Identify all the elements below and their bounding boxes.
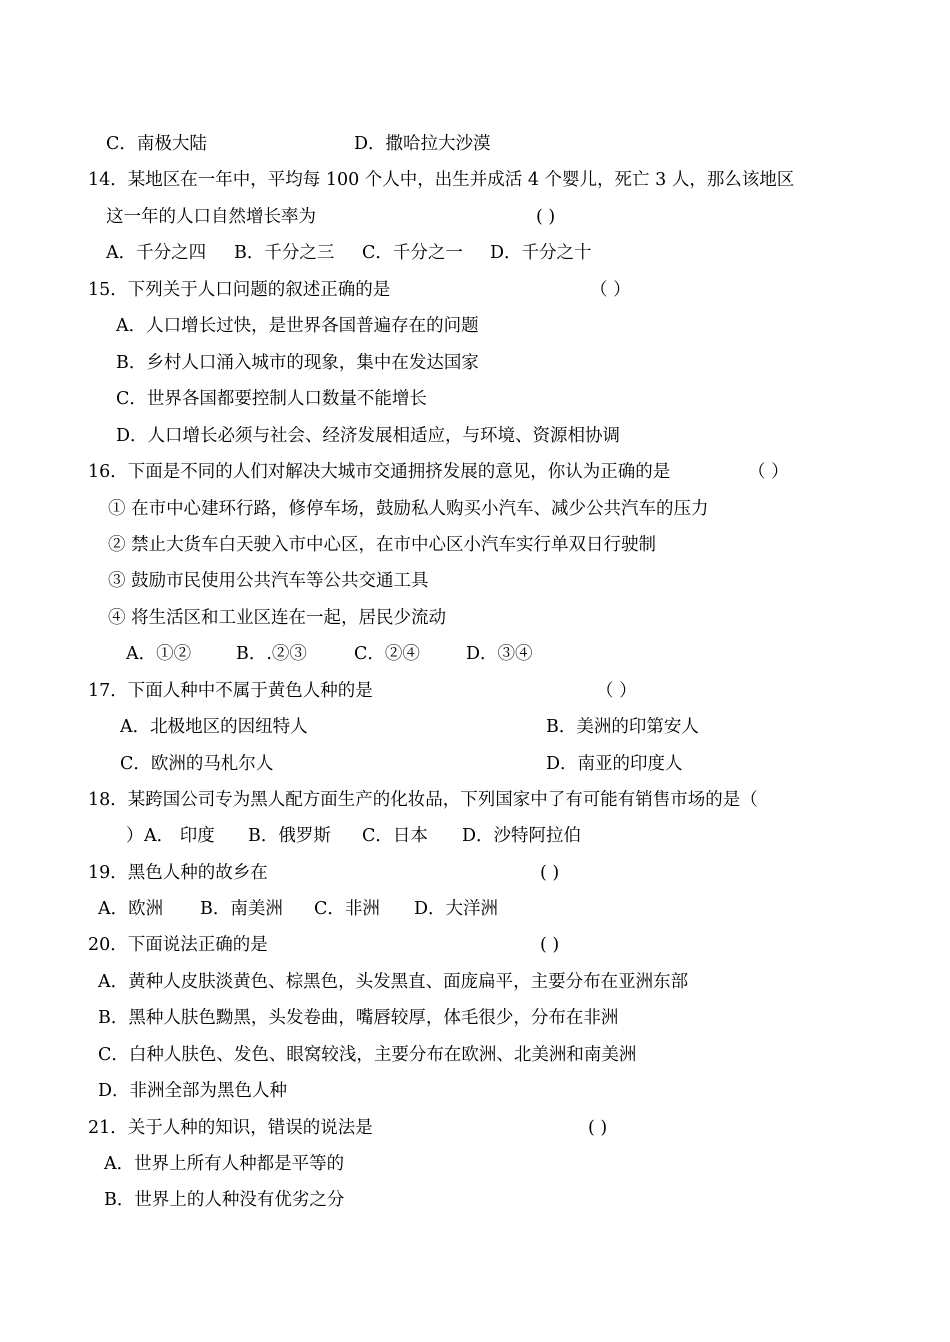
q16-option-a: A．①② [126, 644, 192, 664]
q14-option-a: A．千分之四 [106, 243, 207, 263]
q15-option-a: A．人口增长过快，是世界各国普遍存在的问题 [116, 316, 479, 336]
q14-option-c: C．千分之一 [362, 243, 463, 263]
q19-option-c: C．非洲 [314, 899, 380, 919]
q18-option-d: D．沙特阿拉伯 [462, 826, 582, 846]
q16-item-2: ② 禁止大货车白天驶入市中心区，在市中心区小汽车实行单双日行驶制 [108, 535, 657, 555]
q21-option-a: A．世界上所有人种都是平等的 [104, 1154, 345, 1174]
q16-option-b: B．.②③ [236, 644, 307, 664]
q16-stem: 16．下面是不同的人们对解决大城市交通拥挤发展的意见，你认为正确的是 [88, 462, 671, 482]
q15-answer-paren: （ ） [590, 280, 631, 300]
q15-option-c: C．世界各国都要控制人口数量不能增长 [116, 389, 427, 409]
q19-option-d: D．大洋洲 [414, 899, 499, 919]
q17-option-b: B．美洲的印第安人 [546, 717, 699, 737]
q15-stem: 15．下列关于人口问题的叙述正确的是 [88, 280, 391, 300]
q17-option-c: C．欧洲的马札尔人 [120, 754, 274, 774]
q20-option-d: D．非洲全部为黑色人种 [98, 1081, 288, 1101]
q16-option-c: C．②④ [354, 644, 420, 664]
q20-answer-paren: ( ) [540, 935, 560, 955]
q16-item-3: ③ 鼓励市民使用公共汽车等公共交通工具 [108, 571, 429, 591]
q15-option-d: D．人口增长必须与社会、经济发展相适应，与环境、资源相协调 [116, 426, 621, 446]
q16-answer-paren: （ ） [748, 462, 789, 482]
q20-option-a: A．黄种人皮肤淡黄色、棕黑色，头发黑直、面庞扁平，主要分布在亚洲东部 [98, 972, 689, 992]
q20-option-c: C．白种人肤色、发色、眼窝较浅，主要分布在欧洲、北美洲和南美洲 [98, 1045, 637, 1065]
q15-option-b: B．乡村人口涌入城市的现象，集中在发达国家 [116, 353, 479, 373]
q18-answer-paren-close: ） [126, 826, 144, 846]
q21-stem: 21．关于人种的知识，错误的说法是 [88, 1118, 373, 1138]
q16-item-4: ④ 将生活区和工业区连在一起，居民少流动 [108, 608, 447, 628]
q21-option-b: B．世界上的人种没有优劣之分 [104, 1190, 345, 1210]
q19-option-b: B．南美洲 [200, 899, 283, 919]
q13-option-d: D．撒哈拉大沙漠 [354, 134, 491, 154]
q18-option-b: B．俄罗斯 [248, 826, 331, 846]
q18-option-a: A． 印度 [144, 826, 215, 846]
q20-option-b: B．黑种人肤色黝黑，头发卷曲，嘴唇较厚，体毛很少，分布在非洲 [98, 1008, 619, 1028]
q14-stem-line2: 这一年的人口自然增长率为 [106, 207, 316, 227]
q13-option-c: C．南极大陆 [106, 134, 207, 154]
q14-answer-paren: ( ) [536, 207, 556, 227]
q14-stem-line1: 14．某地区在一年中，平均每 100 个人中，出生并成活 4 个婴儿，死亡 3 人，那么该地区 [88, 170, 795, 190]
q20-stem: 20．下面说法正确的是 [88, 935, 268, 955]
q18-option-c: C．日本 [362, 826, 428, 846]
q14-option-d: D．千分之十 [490, 243, 592, 263]
q21-answer-paren: ( ) [588, 1118, 608, 1138]
q14-option-b: B．千分之三 [234, 243, 335, 263]
q19-option-a: A．欧洲 [98, 899, 164, 919]
q19-stem: 19．黑色人种的故乡在 [88, 863, 268, 883]
q18-stem-line1: 18．某跨国公司专为黑人配方面生产的化妆品，下列国家中了有可能有销售市场的是（ [88, 790, 758, 810]
q16-option-d: D．③④ [466, 644, 533, 664]
q17-option-a: A．北极地区的因纽特人 [120, 717, 308, 737]
q16-item-1: ① 在市中心建环行路，修停车场，鼓励私人购买小汽车、减少公共汽车的压力 [108, 499, 709, 519]
q17-option-d: D．南亚的印度人 [546, 754, 683, 774]
q17-stem: 17．下面人种中不属于黄色人种的是 [88, 681, 373, 701]
q17-answer-paren: （ ） [596, 681, 637, 701]
q19-answer-paren: ( ) [540, 863, 560, 883]
